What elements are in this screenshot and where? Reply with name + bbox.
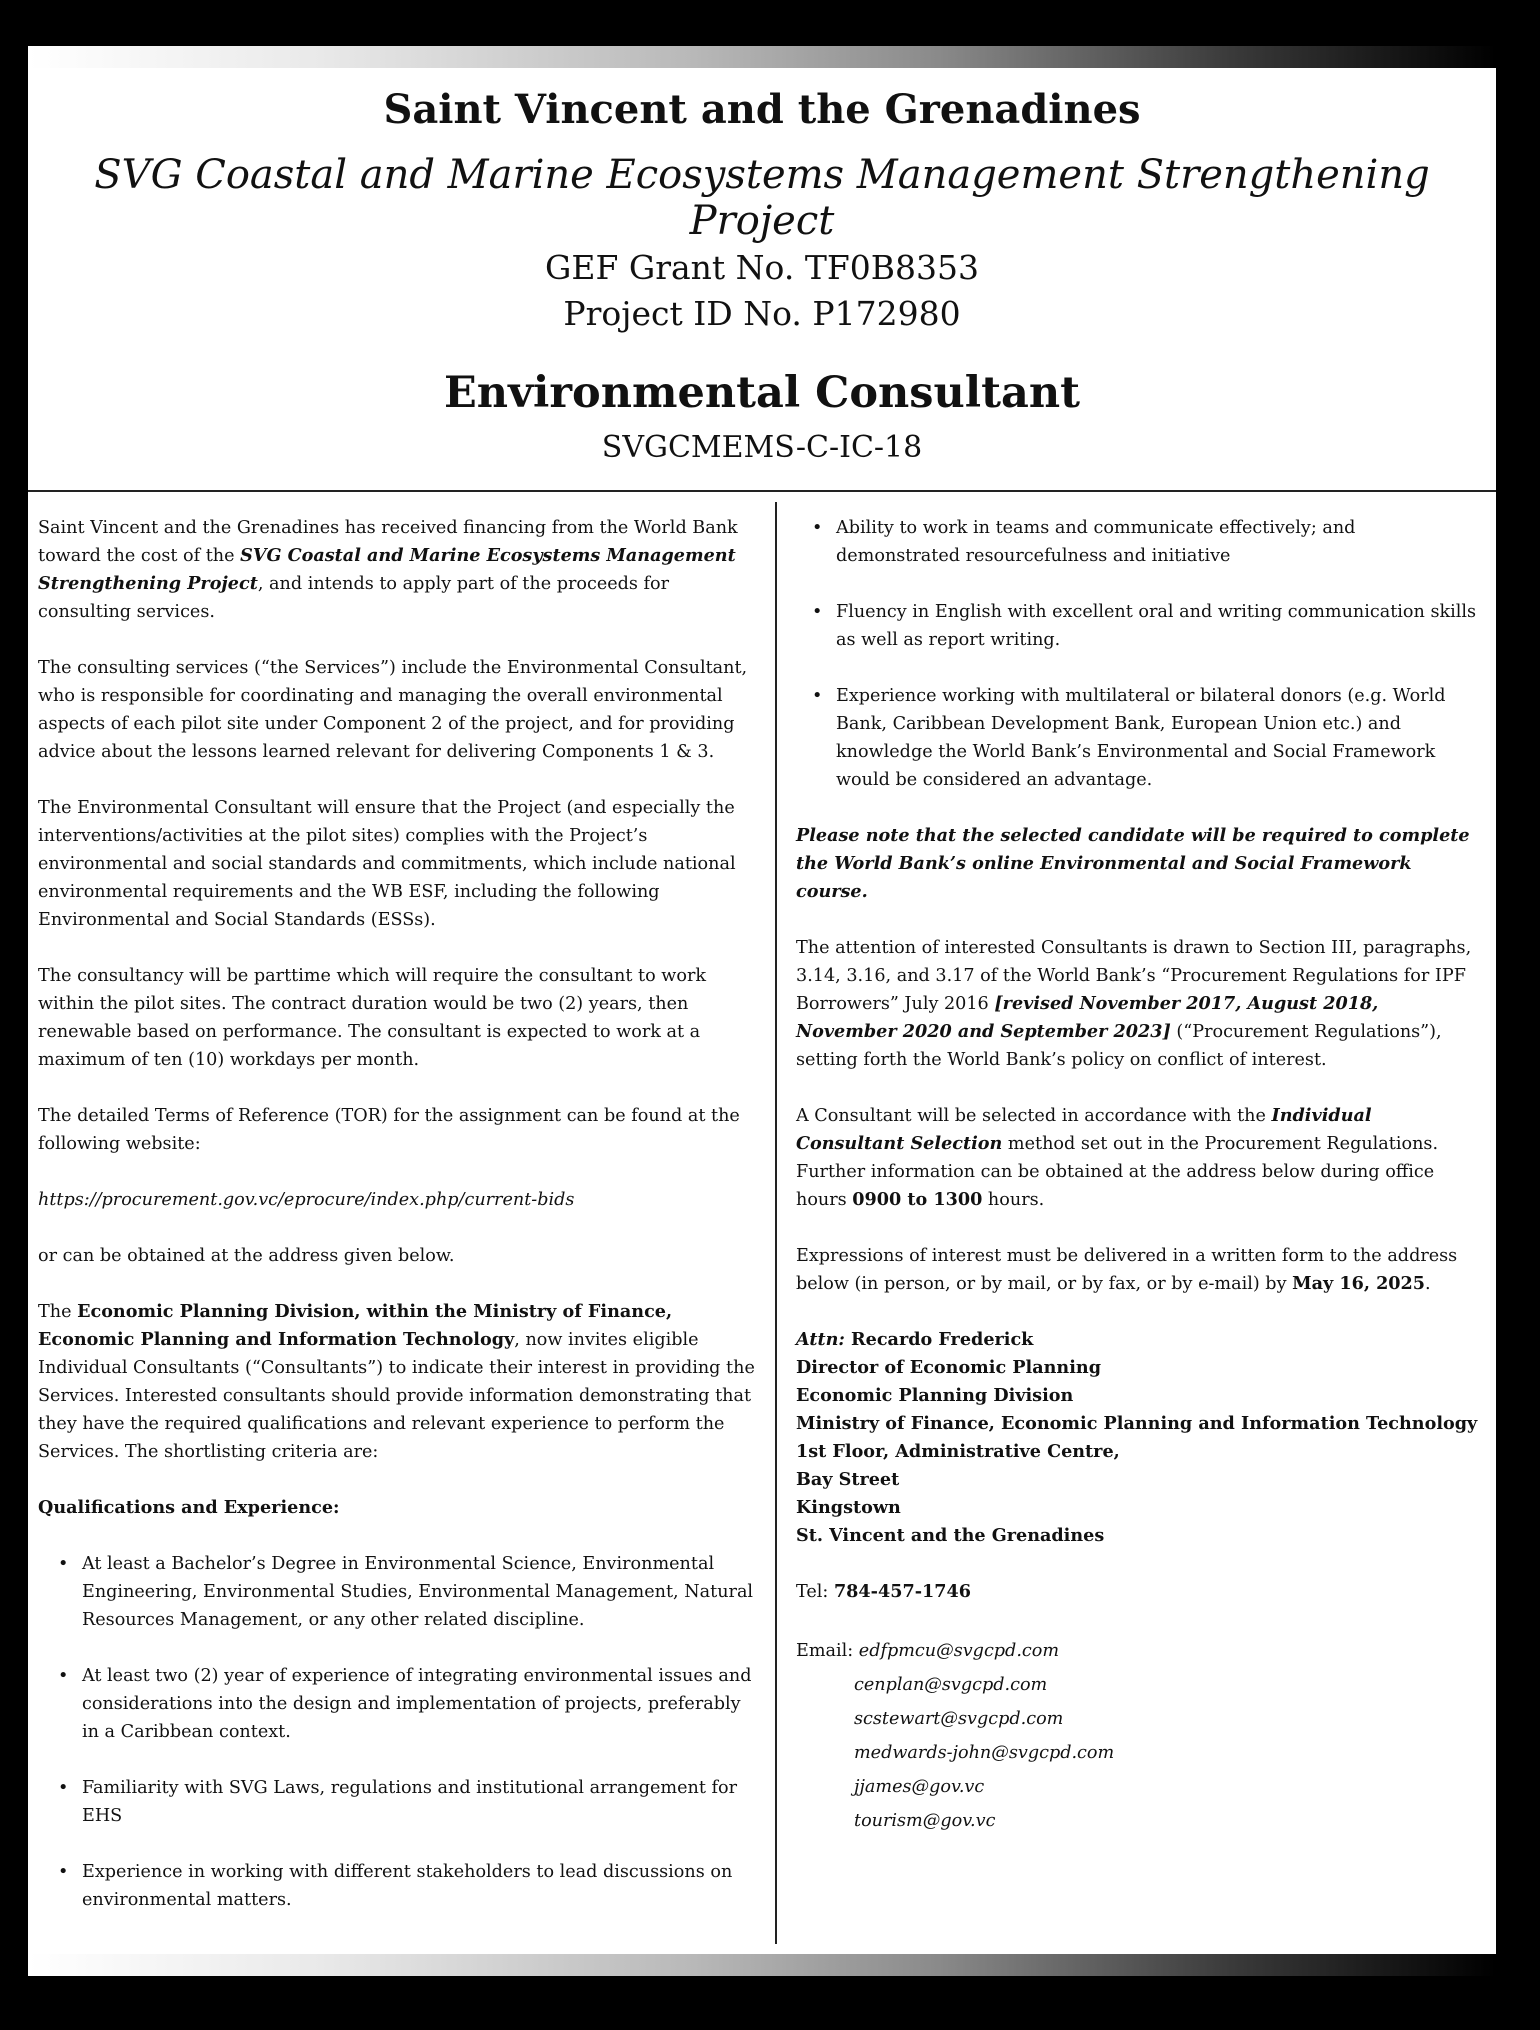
selection-text-end: hours. [982,1190,1045,1210]
header-divider [28,490,1496,492]
selection-paragraph [796,1102,1482,1214]
tor-paragraph: The detailed Terms of Reference (TOR) for the assignment can be found at the following website: [38,1106,740,1154]
address-line: Director of Economic Planning [796,1357,1101,1378]
attn-name: Recardo Frederick [844,1329,1034,1350]
tor-link[interactable]: https://procurement.gov.vc/eprocure/index.php/current-bids [38,1190,575,1210]
deadline-text: Expressions of interest must be delivered in a written form to the address below (in person, or by mail, or by fax, or by e-mail) by [796,1246,1458,1294]
email-row [796,1634,1482,1668]
invitation-paragraph [38,1298,758,1466]
grant-number: GEF Grant No. TF0B8353 [545,248,979,287]
right-column [796,514,1482,1838]
email-link[interactable]: jjames@gov.vc [854,1777,985,1797]
email-label: Email: [796,1641,859,1661]
email-block [796,1634,1482,1838]
attn-label: Attn: [796,1329,845,1350]
intro-paragraph [38,514,758,626]
email-link[interactable]: scstewart@svgcpd.com [854,1709,1064,1729]
selection-text: A Consultant will be selected in accordance with the [796,1106,1272,1126]
address-note: or can be obtained at the address given below. [38,1246,455,1266]
telephone-line [796,1578,1482,1606]
email-link[interactable]: cenplan@svgcpd.com [854,1675,1048,1695]
document-header [28,68,1496,490]
selection-method: Individual Consultant Selection [796,1105,1372,1154]
qualifications-heading: Qualifications and Experience: [38,1497,340,1518]
project-id: Project ID No. P172980 [563,294,961,333]
invitation-text-end: , now invites eligible Individual Consultants (“Consultants”) to indicate their interest in providing the Services. Interested consultants should provide information demonstrating that they have the required qualifications and relevant experience to perform the Services. The shortlisting criteria are: [38,1330,755,1462]
list-item: • Experience working with multilateral or bilateral donors (e.g. World Bank, Caribbean Development Bank, European Union etc.) and knowledge the World Bank’s Environmental and Social Framework would be considered an advantage. [836,682,1482,794]
address-line: St. Vincent and the Grenadines [796,1525,1105,1546]
qualifications-list [38,1550,758,1914]
compliance-paragraph: The Environmental Consultant will ensure that the Project (and especially the interventions/activities at the pilot sites) complies with the Project’s environmental and social standards and commitments, which include national environmental requirements and the WB ESF, including the following Environmental and Social Standards (ESSs). [38,798,736,930]
intro-text-end: , and intends to apply part of the proceeds for consulting services. [38,574,670,622]
conflict-text: The attention of interested Consultants is drawn to Section III, paragraphs, 3.14, 3.16, and 3.17 of the World Bank’s “Procurement Regulations for IPF Borrowers” July 2016 [796,938,1472,1014]
invitation-text: The [38,1302,78,1322]
duration-paragraph: The consultancy will be parttime which will require the consultant to work within the pilot sites. The contract duration would be two (2) years, then renewable based on performance. The consultant is expected to work at a maximum of ten (10) workdays per month. [38,966,707,1070]
tel-label: Tel: [796,1582,834,1602]
list-item: • At least two (2) year of experience of integrating environmental issues and considerations into the design and implementation of projects, preferably in a Caribbean context. [82,1662,758,1746]
project-title: SVG Coastal and Marine Ecosystems Management Strengthening Project [94,152,1430,244]
list-item: • At least a Bachelor’s Degree in Environmental Science, Environmental Engineering, Environmental Studies, Environmental Management, Natural Resources Management, or any other related discipline. [82,1550,758,1634]
list-item: • Familiarity with SVG Laws, regulations and institutional arrangement for EHS [82,1774,758,1830]
left-column [38,514,758,1942]
bottom-gradient-bar [28,1954,1496,1976]
top-gradient-bar [28,46,1496,68]
intro-text: Saint Vincent and the Grenadines has received financing from the World Bank toward the cost of the [38,518,738,566]
reference-number: SVGCMEMS-C-IC-18 [601,430,923,465]
position-title: Environmental Consultant [444,368,1080,418]
esf-course-note: Please note that the selected candidate will be required to complete the World Bank’s online Environmental and Social Framework course. [796,825,1470,902]
email-link[interactable]: medwards-john@svgcpd.com [854,1743,1115,1763]
office-hours: 0900 to 1300 [852,1189,983,1210]
list-item: • Ability to work in teams and communicate effectively; and demonstrated resourcefulness and initiative [836,514,1482,570]
revision-dates: [revised November 2017, August 2018, November 2020 and September 2023] [796,993,1379,1042]
document-sheet [28,68,1496,1954]
column-divider [775,502,777,1944]
conflict-text-end: (“Procurement Regulations”), setting forth the World Bank’s policy on conflict of interest. [796,1022,1442,1070]
project-name-emphasis: SVG Coastal and Marine Ecosystems Management Strengthening Project [38,545,736,594]
email-link[interactable]: edfpmcu@svgcpd.com [858,1641,1060,1661]
address-line: Bay Street [796,1469,900,1490]
services-paragraph: The consulting services (“the Services”) include the Environmental Consultant, who is responsible for coordinating and managing the overall environmental aspects of each pilot site under Component 2 of the project, and for providing advice about the lessons learned relevant for delivering Components 1 & 3. [38,658,748,762]
deadline-paragraph [796,1242,1482,1298]
division-name: Economic Planning Division, within the Ministry of Finance, Economic Planning and Information Technology [38,1301,673,1350]
conflict-paragraph [796,934,1482,1074]
email-link[interactable]: tourism@gov.vc [854,1811,996,1831]
address-line: Ministry of Finance, Economic Planning and Information Technology [796,1413,1478,1434]
experience-list [796,514,1482,794]
selection-text-mid: method set out in the Procurement Regulations. Further information can be obtained at the address below during office hours [796,1134,1439,1210]
address-block [796,1326,1482,1550]
deadline-text-end: . [1425,1274,1431,1294]
list-item: • Experience in working with different stakeholders to lead discussions on environmental matters. [82,1858,758,1914]
address-line: Economic Planning Division [796,1385,1074,1406]
deadline-date: May 16, 2025 [1292,1273,1426,1294]
address-line: Kingstown [796,1497,901,1518]
country-title: Saint Vincent and the Grenadines [383,86,1141,133]
address-line: 1st Floor, Administrative Centre, [796,1441,1120,1462]
list-item: • Fluency in English with excellent oral and writing communication skills as well as report writing. [836,598,1482,654]
tel-number[interactable]: 784-457-1746 [833,1581,971,1602]
